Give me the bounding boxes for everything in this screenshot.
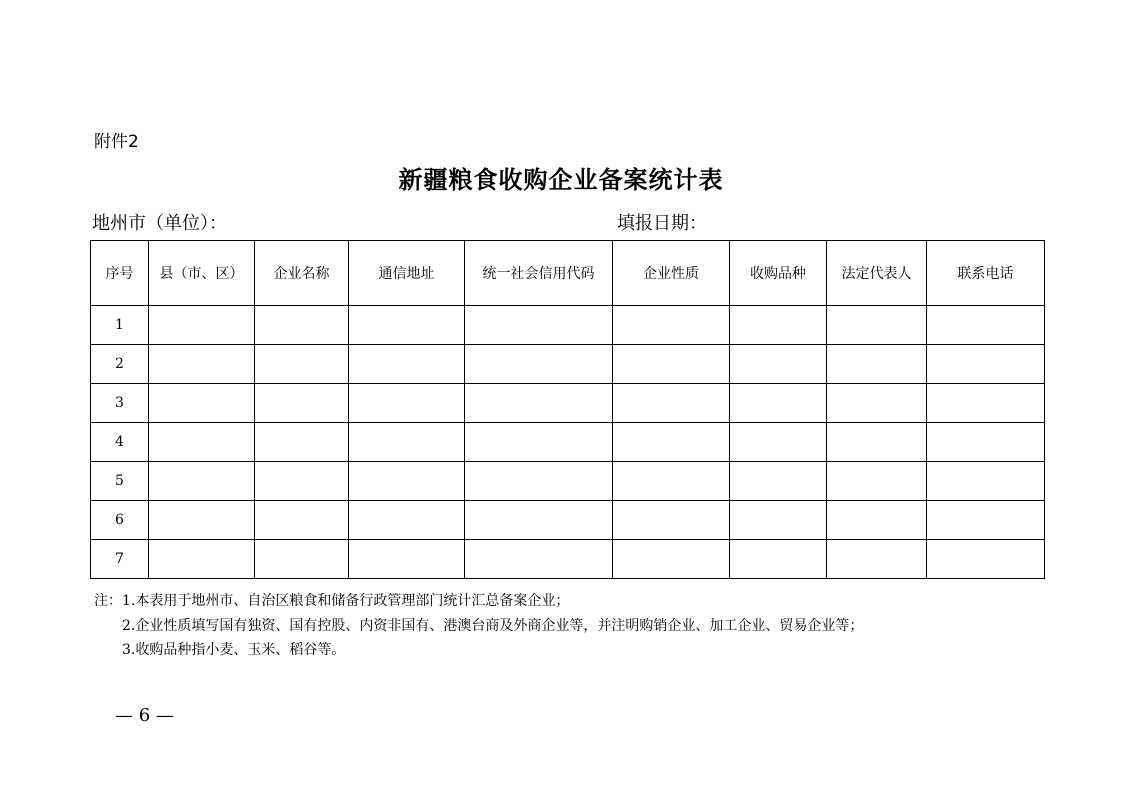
row-number: 4 — [91, 423, 149, 462]
cell-legal-rep[interactable] — [827, 540, 927, 579]
cell-county[interactable] — [149, 540, 255, 579]
cell-company-name[interactable] — [255, 384, 349, 423]
cell-legal-rep[interactable] — [827, 423, 927, 462]
column-header-purchase-variety: 收购品种 — [730, 241, 827, 306]
column-header-phone: 联系电话 — [927, 241, 1045, 306]
cell-purchase-variety[interactable] — [730, 501, 827, 540]
row-number: 6 — [91, 501, 149, 540]
page-number: — 6 — — [115, 705, 174, 726]
note-item: 1.本表用于地州市、自治区粮食和储备行政管理部门统计汇总备案企业； — [122, 593, 570, 609]
cell-company-type[interactable] — [613, 384, 730, 423]
cell-company-name[interactable] — [255, 540, 349, 579]
cell-legal-rep[interactable] — [827, 306, 927, 345]
cell-purchase-variety[interactable] — [730, 423, 827, 462]
table-row — [91, 423, 1045, 462]
cell-purchase-variety[interactable] — [730, 384, 827, 423]
note-item: 2.企业性质填写国有独资、国有控股、内资非国有、港澳台商及外商企业等，并注明购销企业、加工企业、贸易企业等； — [122, 617, 864, 634]
cell-company-type[interactable] — [613, 540, 730, 579]
cell-company-name[interactable] — [255, 501, 349, 540]
cell-purchase-variety[interactable] — [730, 345, 827, 384]
cell-company-name[interactable] — [255, 345, 349, 384]
cell-phone[interactable] — [927, 345, 1045, 384]
cell-company-type[interactable] — [613, 423, 730, 462]
cell-county[interactable] — [149, 306, 255, 345]
table-row — [91, 306, 1045, 345]
cell-purchase-variety[interactable] — [730, 306, 827, 345]
cell-company-name[interactable] — [255, 306, 349, 345]
cell-credit-code[interactable] — [465, 540, 613, 579]
notes-prefix: 注： — [94, 593, 122, 609]
table-row — [91, 501, 1045, 540]
cell-credit-code[interactable] — [465, 384, 613, 423]
document-title: 新疆粮食收购企业备案统计表 — [398, 165, 724, 194]
cell-credit-code[interactable] — [465, 306, 613, 345]
cell-legal-rep[interactable] — [827, 384, 927, 423]
cell-phone[interactable] — [927, 306, 1045, 345]
cell-address[interactable] — [349, 423, 465, 462]
cell-purchase-variety[interactable] — [730, 540, 827, 579]
filing-table — [90, 240, 1045, 579]
cell-legal-rep[interactable] — [827, 501, 927, 540]
column-header-index: 序号 — [91, 241, 149, 306]
cell-address[interactable] — [349, 462, 465, 501]
column-header-county: 县（市、区） — [149, 241, 255, 306]
cell-legal-rep[interactable] — [827, 345, 927, 384]
cell-county[interactable] — [149, 345, 255, 384]
cell-phone[interactable] — [927, 384, 1045, 423]
column-header-legal-rep: 法定代表人 — [827, 241, 927, 306]
row-number: 2 — [91, 345, 149, 384]
cell-county[interactable] — [149, 501, 255, 540]
cell-address[interactable] — [349, 384, 465, 423]
cell-company-type[interactable] — [613, 345, 730, 384]
cell-credit-code[interactable] — [465, 345, 613, 384]
cell-phone[interactable] — [927, 501, 1045, 540]
cell-company-name[interactable] — [255, 423, 349, 462]
note-line — [94, 638, 863, 663]
note-line — [94, 614, 863, 639]
row-number: 5 — [91, 462, 149, 501]
table-row — [91, 384, 1045, 423]
unit-label: 地州市（单位）： — [92, 213, 227, 234]
row-number: 3 — [91, 384, 149, 423]
cell-purchase-variety[interactable] — [730, 462, 827, 501]
table-row — [91, 462, 1045, 501]
cell-county[interactable] — [149, 423, 255, 462]
cell-credit-code[interactable] — [465, 501, 613, 540]
cell-credit-code[interactable] — [465, 462, 613, 501]
note-item: 3.收购品种指小麦、玉米、稻谷等。 — [122, 642, 346, 658]
table-row — [91, 345, 1045, 384]
cell-phone[interactable] — [927, 540, 1045, 579]
column-header-credit-code: 统一社会信用代码 — [465, 241, 613, 306]
column-header-company-type: 企业性质 — [613, 241, 730, 306]
cell-county[interactable] — [149, 462, 255, 501]
cell-company-name[interactable] — [255, 462, 349, 501]
cell-legal-rep[interactable] — [827, 462, 927, 501]
cell-address[interactable] — [349, 501, 465, 540]
cell-phone[interactable] — [927, 462, 1045, 501]
attachment-label: 附件2 — [94, 132, 139, 152]
cell-company-type[interactable] — [613, 462, 730, 501]
note-line — [94, 589, 863, 614]
row-number: 1 — [91, 306, 149, 345]
cell-address[interactable] — [349, 345, 465, 384]
notes-section — [94, 589, 863, 663]
row-number: 7 — [91, 540, 149, 579]
fill-date-label: 填报日期： — [617, 213, 707, 234]
cell-address[interactable] — [349, 306, 465, 345]
column-header-company-name: 企业名称 — [255, 241, 349, 306]
cell-address[interactable] — [349, 540, 465, 579]
table-header-row — [91, 241, 1045, 306]
cell-company-type[interactable] — [613, 306, 730, 345]
table-row — [91, 540, 1045, 579]
column-header-address: 通信地址 — [349, 241, 465, 306]
cell-company-type[interactable] — [613, 501, 730, 540]
cell-phone[interactable] — [927, 423, 1045, 462]
cell-county[interactable] — [149, 384, 255, 423]
cell-credit-code[interactable] — [465, 423, 613, 462]
